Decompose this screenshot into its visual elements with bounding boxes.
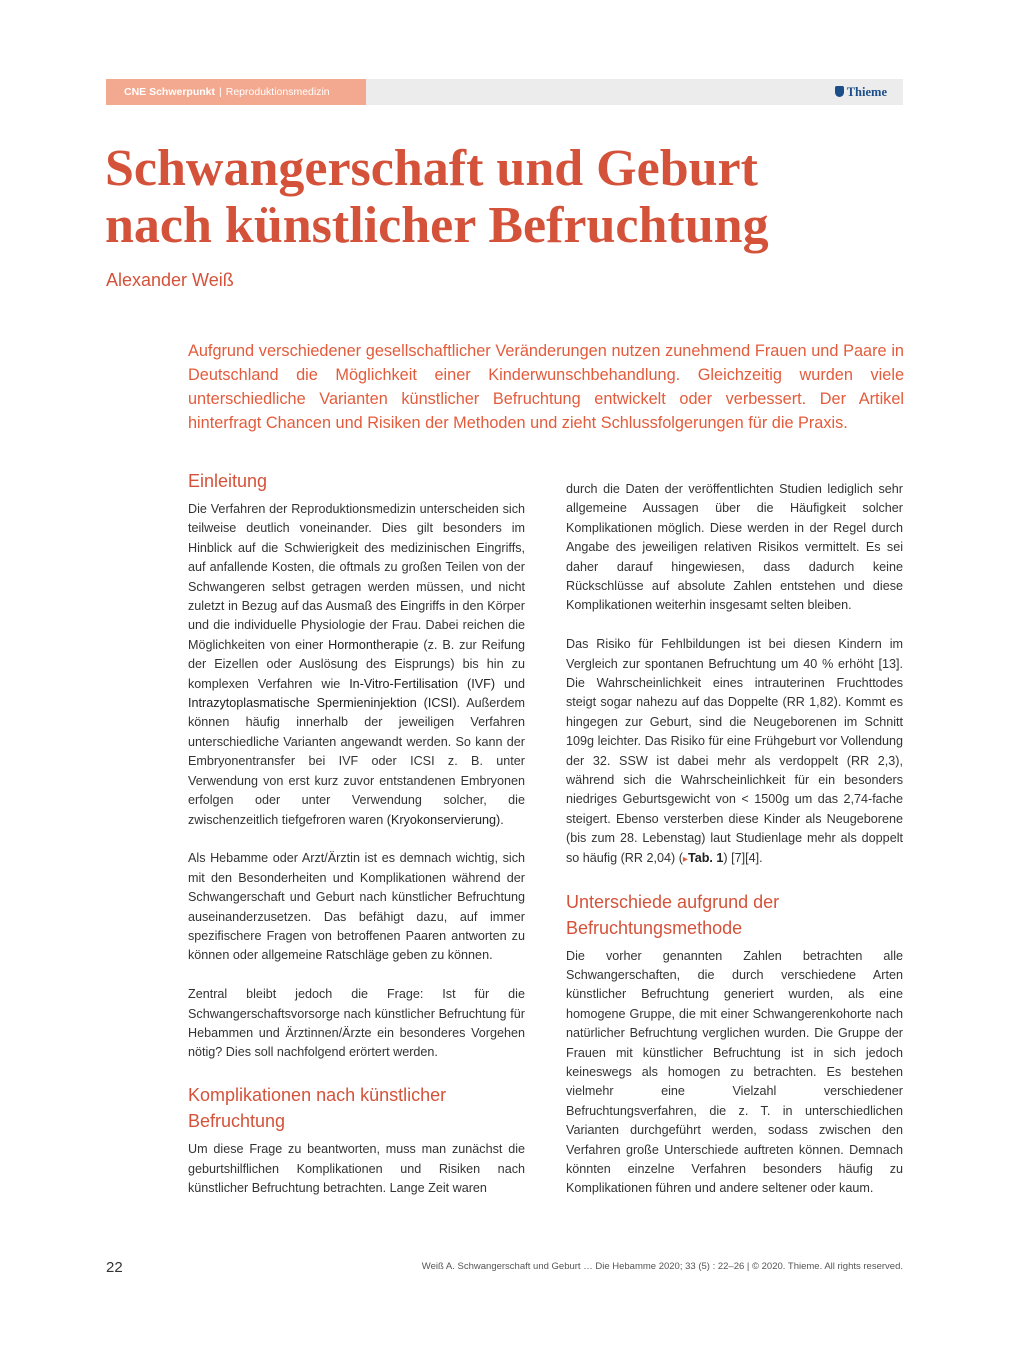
paragraph-studien: durch die Daten der veröffentlichten Studien lediglich sehr allgemeine Aussagen über die Häufigkeit solcher Komplikationen möglich. Diese werden in der Regel durch Angabe des jeweiligen relativen Risikos vermittelt. Es sei daher darauf hingewiesen, dass dadurch keine Rückschlüsse auf absolute Zahlen entstehen und diese Komplikationen weiterhin insgesamt selten bleiben. — [566, 482, 903, 613]
page-number: 22 — [106, 1259, 123, 1276]
paragraph-hebamme: Als Hebamme oder Arzt/Ärztin ist es demnach wichtig, sich mit den Besonderheiten und Komplikationen während der Schwangerschaft und Geburt nach künstlicher Befruchtung auseinanderzusetzen. Das befähigt dazu, auf immer spezifischere Fragen von betroffenen Paaren antworten zu können oder allgemeine Ratschläge geben zu können. — [188, 851, 525, 963]
title-line-1: Schwangerschaft und Geburt — [105, 140, 758, 197]
journal-header-bar — [106, 79, 903, 105]
paragraph-komplikationen: Um diese Frage zu beantworten, muss man zunächst die geburtshilflichen Komplikationen und Risiken nach künstlicher Befruchtung betrachten. Lange Zeit waren — [188, 1142, 525, 1195]
article-abstract: Aufgrund verschiedener gesellschaftlicher Veränderungen nutzen zunehmend Frauen und Paare in Deutschland die Möglichkeit einer Kinderwunschbehandlung. Gleichzeitig wurden viele unterschiedliche Varianten künstlicher Befruchtung entwickelt oder verbessert. Der Artikel hinterfragt Chancen und Risiken der Methoden und zieht Schlussfolgerungen für die Praxis. — [188, 342, 904, 432]
paragraph-intro — [188, 500, 525, 830]
text-span: Die Verfahren der Reproduktionsmedizin unterscheiden sich teilweise deutlich voneinander. Dies gilt besonders im Hinblick auf die Schwierigkeit des medizinischen Eingriffs, auf anfallende Kosten, die oftmals zu großen Teilen von der Schwangeren selbst getragen werden müssen, und nicht zuletzt in Bezug auf das Ausmaß des Eingriffs in den Körper und die individuelle Physiologie der Frau. Dabei reichen die Möglichkeiten von einer — [188, 502, 525, 652]
text-span: (z. B. zur Reifung der Eizellen oder Auslösung des Eisprungs) bis hin zu komplexen Verfahren wie — [188, 637, 525, 691]
keyword-icsi: Intrazytoplasmatische Spermieninjektion (ICSI) — [188, 696, 457, 711]
topic-label: Reproduktionsmedizin — [225, 86, 330, 98]
paragraph-unterschiede: Die vorher genannten Zahlen betrachten alle Schwangerschaften, die durch verschiedene Arten künstlicher Befruchtung generiert wurden, als eine homogene Gruppe, die mit einer Schwangerenkohorte nach natürlicher Befruchtung verglichen wurden. Die Gruppe der Frauen mit künstlicher Befruchtung ist in sich jedoch keineswegs als homogen zu betrachten. Es bestehen vielmehr eine Vielzahl verschiedener Befruchtungsverfahren, die z. T. in unterschiedlichen Varianten durchgeführt werden, sodass zwischen den Verfahren große Unterschiede auftreten können. Demnach könnten einzelne Verfahren besonders häufig zu Komplikationen führen und andere seltener oder kaum. — [566, 948, 903, 1196]
text-span: . — [500, 812, 504, 827]
text-span: und — [495, 676, 525, 691]
section-label: CNE Schwerpunkt — [124, 86, 216, 98]
publisher-logo — [835, 79, 887, 105]
author-name: Alexander Weiß — [106, 270, 234, 290]
article-title — [105, 140, 925, 254]
citation-footer: Weiß A. Schwangerschaft und Geburt … Die Hebamme 2020; 33 (5) : 22–26 | © 2020. Thieme. All rights reserved. — [421, 1261, 903, 1272]
section-tag — [106, 79, 366, 105]
keyword-ivf: In-Vitro-Fertilisation (IVF) — [349, 676, 496, 691]
heading-unterschiede: Unterschiede aufgrund der Befruchtungsmethode — [566, 891, 780, 938]
text-span: . Außerdem können häufig innerhalb der jeweiligen Verfahren unterschiedliche Varianten angewandt werden. So kann der Embryonentransfer bei IVF oder ICSI z. B. unter Verwendung von erst kurz zuvor entstandenen Embryonen erfolgen oder unter Verwendung solcher, die zwischenzeitlich tiefgefroren waren — [188, 696, 525, 827]
left-column — [188, 468, 525, 1218]
heading-komplikationen: Komplikationen nach künstlicher Befruchtung — [188, 1085, 447, 1132]
keyword-kryokonservierung: (Kryokonservierung) — [386, 812, 501, 827]
table-ref-arrow-icon: ▸ — [682, 853, 688, 865]
right-column — [566, 480, 903, 1218]
heading-einleitung: Einleitung — [188, 471, 268, 491]
publisher-name: Thieme — [846, 85, 887, 99]
keyword-hormontherapie: Hormontherapie — [328, 637, 419, 652]
table-ref-link[interactable]: Tab. 1 — [687, 850, 724, 865]
text-span: Das Risiko für Fehlbildungen ist bei diesen Kindern im Vergleich zur spontanen Befruchtung um 40 % erhöht [13]. Die Wahrscheinlichkeit eines intrauterinen Fruchttodes steigt sogar nahezu auf das Doppelte (RR 1,82). Kommt es hingegen zur Geburt, sind die Neugeborenen im Schnitt 109g leichter. Das Risiko für eine Frühgeburt vor Vollendung der 32. SSW ist dabei mehr als verdoppelt (RR 2,3), während sich die Wahrscheinlichkeit für ein besonders niedriges Geburtsgewicht von < 1500g um das 2,74-fache steigert. Ebenso versterben diese Kinder als Neugeborene (bis zum 28. Lebenstag) laut Studienlage mehr als doppelt so häufig (RR 2,04) ( — [566, 637, 903, 865]
text-span: ) [7][4]. — [723, 850, 763, 865]
section-separator: | — [219, 86, 222, 98]
paragraph-zentrale-frage: Zentral bleibt jedoch die Frage: Ist für die Schwangerschaftsvorsorge nach künstlicher Befruchtung für Hebammen und Ärztinnen/Ärzte ein besonderes Vorgehen nötig? Dies soll nachfolgend erörtert werden. — [188, 987, 525, 1060]
title-line-2: nach künstlicher Befruchtung — [105, 197, 769, 254]
thieme-logo-icon — [835, 86, 844, 97]
paragraph-risiko — [566, 635, 903, 869]
